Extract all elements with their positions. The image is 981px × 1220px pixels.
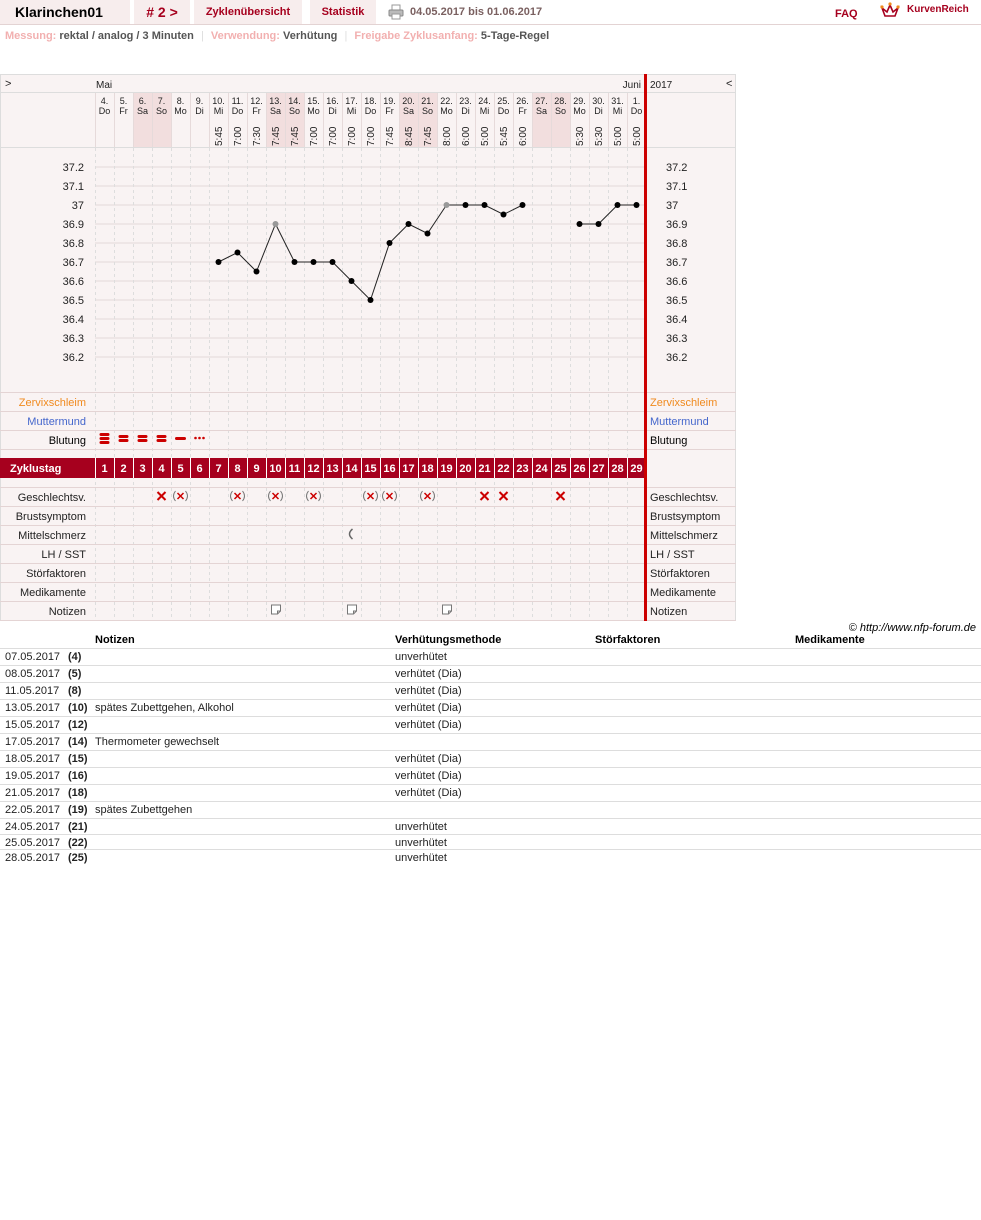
note-icon: [272, 605, 281, 614]
row-method: verhütet (Dia): [395, 770, 462, 782]
temperature-point: [577, 221, 583, 227]
row-label-left: Notizen: [48, 606, 86, 618]
cycle-day-number: 29: [630, 463, 643, 475]
day-weekday: Mi: [213, 106, 224, 116]
bleeding-mark: [157, 435, 167, 438]
row-method: verhütet (Dia): [395, 719, 462, 731]
day-date: 12.: [250, 96, 263, 106]
cycle-day-number: 21: [478, 463, 491, 475]
row-date: 21.05.2017: [5, 787, 61, 799]
username: Klarinchen01: [0, 0, 130, 24]
printer-icon[interactable]: [388, 4, 404, 20]
table-row: [0, 733, 981, 751]
row-label-right: Blutung: [650, 435, 688, 447]
faq-link[interactable]: FAQ: [835, 8, 858, 20]
row-method: unverhütet: [395, 837, 447, 849]
row-label-left: Störfaktoren: [26, 568, 86, 580]
measure-time: 5:00: [613, 126, 624, 146]
table-row: [0, 784, 981, 802]
day-date: 22.: [440, 96, 453, 106]
temperature-point: [425, 231, 431, 237]
cycle-day-number: 24: [535, 463, 548, 475]
y-tick-label-left: 36.7: [62, 257, 84, 269]
row-cycle-day: (19): [68, 804, 88, 816]
release-label: Freigabe Zyklusanfang:: [354, 30, 478, 42]
measure-time: 7:45: [290, 126, 301, 146]
row-label-right: Mittelschmerz: [650, 530, 718, 542]
day-weekday: Mo: [174, 106, 187, 116]
row-date: 18.05.2017: [5, 753, 61, 765]
measure-label: Messung:: [5, 30, 57, 42]
cycle-day-number: 22: [497, 463, 510, 475]
cycle-day-number: 7: [215, 463, 222, 475]
measure-time: 6:00: [518, 126, 529, 146]
bleeding-mark: [138, 435, 148, 438]
measure-time: 5:30: [594, 126, 605, 146]
y-tick-label-right: 36.6: [666, 276, 688, 288]
temperature-point: [615, 202, 621, 208]
cycle-day-number: 13: [326, 463, 339, 475]
day-date: 8.: [176, 96, 185, 106]
day-date: 7.: [157, 96, 166, 106]
measure-time: 5:00: [632, 126, 643, 146]
table-row: [0, 849, 981, 865]
day-weekday: Mi: [479, 106, 490, 116]
cycle-day-number: 23: [516, 463, 529, 475]
day-date: 23.: [459, 96, 472, 106]
notes-column-header: Notizen: [95, 634, 135, 646]
day-date: 5.: [119, 96, 128, 106]
cycle-day-bar: [0, 458, 645, 478]
row-cycle-day: (18): [68, 787, 88, 799]
row-method: verhütet (Dia): [395, 787, 462, 799]
row-date: 17.05.2017: [5, 736, 61, 748]
table-row: [0, 665, 981, 683]
temperature-point: [444, 202, 450, 208]
measure-time: 5:45: [214, 126, 225, 146]
row-date: 15.05.2017: [5, 719, 61, 731]
table-row: [0, 750, 981, 768]
row-label-left: LH / SST: [41, 549, 86, 561]
day-weekday: So: [421, 106, 434, 116]
y-tick-label-right: 36.9: [666, 219, 688, 231]
row-cycle-day: (8): [68, 685, 82, 697]
y-tick-label-left: 37.1: [62, 181, 84, 193]
table-row: [0, 716, 981, 734]
day-date: 26.: [516, 96, 529, 106]
table-row: [0, 834, 981, 850]
month-label-end: Juni: [622, 80, 641, 91]
y-tick-label-right: 36.2: [666, 352, 688, 364]
cycle-day-number: 14: [345, 463, 358, 475]
release-value: 5-Tage-Regel: [480, 30, 550, 42]
cycle-day-number: 16: [383, 463, 396, 475]
year-label: 2017: [650, 80, 673, 91]
chart-background: [1, 75, 736, 621]
cycle-day-number: 27: [592, 463, 605, 475]
y-tick-label-left: 36.3: [62, 333, 84, 345]
prev-cycle-arrow[interactable]: >: [5, 78, 12, 90]
cycle-day-number: 3: [139, 463, 146, 475]
row-label-left: Zervixschleim: [18, 397, 86, 409]
measure-time: 5:30: [575, 126, 586, 146]
cycle-day-number: 26: [573, 463, 586, 475]
notes-column-header: Störfaktoren: [595, 634, 661, 646]
day-date: 15.: [307, 96, 320, 106]
day-date: 21.: [421, 96, 434, 106]
bleeding-mark: [175, 437, 186, 440]
row-cycle-day: (22): [68, 837, 88, 849]
cycle-day-number: 9: [253, 463, 260, 475]
day-weekday: Mo: [573, 106, 586, 116]
temperature-point: [216, 259, 222, 265]
cycle-day-number: 20: [459, 463, 472, 475]
y-tick-label-right: 36.8: [666, 238, 688, 250]
cycle-day-number: 10: [269, 463, 282, 475]
day-weekday: Do: [231, 106, 244, 116]
cycle-day-number: 19: [440, 463, 453, 475]
day-date: 1.: [632, 96, 641, 106]
day-weekday: Do: [98, 106, 111, 116]
day-date: 10.: [212, 96, 225, 106]
day-weekday: Mo: [307, 106, 320, 116]
day-date: 4.: [100, 96, 109, 106]
temperature-point: [501, 212, 507, 218]
day-weekday: Sa: [402, 106, 415, 116]
crown-logo-icon[interactable]: [880, 2, 900, 20]
cycle-day-number: 2: [120, 463, 127, 475]
day-weekday: Fr: [119, 106, 128, 116]
measure-time: 7:00: [366, 126, 377, 146]
row-note: Thermometer gewechselt: [95, 736, 220, 748]
y-tick-label-left: 36.5: [62, 295, 84, 307]
cycle-day-label: Zyklustag: [10, 463, 62, 475]
day-date: 28.: [554, 96, 567, 106]
temperature-point: [387, 240, 393, 246]
row-label-left: Blutung: [48, 435, 86, 447]
day-date: 14.: [288, 96, 301, 106]
day-weekday: Sa: [535, 106, 548, 116]
row-label-right: Notizen: [650, 606, 688, 618]
bleeding-mark: [138, 439, 148, 442]
cycle-day-number: 15: [364, 463, 377, 475]
day-date: 18.: [364, 96, 377, 106]
row-method: verhütet (Dia): [395, 702, 462, 714]
bleeding-mark: [100, 437, 110, 440]
row-label-right: Störfaktoren: [650, 568, 710, 580]
notes-column-header: Medikamente: [795, 634, 865, 646]
cycle-day-number: 6: [196, 463, 203, 475]
bleeding-mark: [119, 435, 129, 438]
y-tick-label-right: 37: [666, 200, 679, 212]
row-cycle-day: (15): [68, 753, 88, 765]
table-row: [0, 699, 981, 717]
notes-column-header: Verhütungsmethode: [395, 634, 502, 646]
row-label-left: Brustsymptom: [15, 511, 86, 523]
next-cycle-arrow[interactable]: <: [726, 78, 733, 90]
measure-time: 7:30: [252, 126, 263, 146]
bleeding-mark: [194, 437, 197, 440]
day-weekday: Mi: [612, 106, 623, 116]
row-cycle-day: (12): [68, 719, 88, 731]
row-label-left: Muttermund: [27, 416, 86, 428]
y-tick-label-right: 36.4: [666, 314, 688, 326]
row-label-right: Zervixschleim: [650, 397, 718, 409]
temperature-point: [368, 297, 374, 303]
measure-time: 8:00: [442, 126, 453, 146]
note-icon: [348, 605, 357, 614]
y-tick-label-left: 36.2: [62, 352, 84, 364]
measure-time: 7:45: [423, 126, 434, 146]
row-method: verhütet (Dia): [395, 685, 462, 697]
cycle-day-number: 25: [554, 463, 567, 475]
row-label-right: Brustsymptom: [650, 511, 721, 523]
table-row: [0, 767, 981, 785]
row-date: 22.05.2017: [5, 804, 61, 816]
day-date: 24.: [478, 96, 491, 106]
measure-time: 7:45: [271, 126, 282, 146]
day-weekday: So: [288, 106, 301, 116]
day-date: 11.: [231, 96, 244, 106]
row-date: 19.05.2017: [5, 770, 61, 782]
measure-time: 5:00: [480, 126, 491, 146]
bleeding-mark: [202, 437, 205, 440]
current-day-line: [644, 74, 647, 621]
bleeding-mark: [194, 437, 205, 440]
bleeding-mark: [119, 439, 129, 442]
temperature-point: [520, 202, 526, 208]
y-tick-label-right: 36.3: [666, 333, 688, 345]
row-label-right: LH / SST: [650, 549, 695, 561]
temperature-point: [235, 250, 241, 256]
day-date: 27.: [535, 96, 548, 106]
day-date: 13.: [269, 96, 282, 106]
row-date: 13.05.2017: [5, 702, 61, 714]
temperature-point: [273, 221, 279, 227]
table-row: [0, 682, 981, 700]
row-cycle-day: (21): [68, 821, 88, 833]
top-bar: [0, 0, 981, 25]
row-date: 28.05.2017: [5, 852, 61, 864]
day-date: 19.: [383, 96, 396, 106]
row-method: verhütet (Dia): [395, 753, 462, 765]
y-tick-label-right: 37.1: [666, 181, 688, 193]
row-label-right: Muttermund: [650, 416, 709, 428]
row-method: unverhütet: [395, 821, 447, 833]
cycle-day-number: 8: [234, 463, 241, 475]
measure-time: 8:45: [404, 126, 415, 146]
temperature-point: [463, 202, 469, 208]
row-date: 08.05.2017: [5, 668, 61, 680]
day-weekday: Di: [328, 106, 337, 116]
temperature-point: [292, 259, 298, 265]
temperature-point: [596, 221, 602, 227]
bleeding-mark: [100, 433, 110, 436]
day-weekday: Di: [594, 106, 603, 116]
day-weekday: Fr: [385, 106, 394, 116]
statistics-link[interactable]: Statistik: [310, 0, 376, 24]
row-note: spätes Zubettgehen: [95, 804, 193, 816]
row-method: verhütet (Dia): [395, 668, 462, 680]
row-date: 11.05.2017: [5, 685, 60, 697]
day-weekday: Do: [630, 106, 643, 116]
day-date: 29.: [573, 96, 586, 106]
row-note: spätes Zubettgehen, Alkohol: [95, 702, 234, 714]
brand-name[interactable]: KurvenReich: [907, 4, 969, 15]
day-weekday: Mi: [346, 106, 357, 116]
copyright: © http://www.nfp-forum.de: [848, 622, 976, 634]
bleeding-mark: [198, 437, 201, 440]
day-weekday: Di: [195, 106, 204, 116]
note-icon: [443, 605, 452, 614]
day-date: 20.: [402, 96, 415, 106]
y-tick-label-left: 37: [71, 200, 84, 212]
day-date: 30.: [592, 96, 605, 106]
y-tick-label-left: 36.4: [62, 314, 84, 326]
day-weekday: Sa: [136, 106, 149, 116]
cycle-day-number: 12: [307, 463, 320, 475]
cycle-day-number: 17: [402, 463, 415, 475]
measure-time: 7:00: [328, 126, 339, 146]
measure-value: rektal / analog / 3 Minuten: [59, 30, 194, 42]
y-tick-label-right: 36.7: [666, 257, 688, 269]
measure-time: 5:45: [499, 126, 510, 146]
day-date: 25.: [497, 96, 510, 106]
usage-value: Verhütung: [283, 30, 338, 42]
temperature-point: [406, 221, 412, 227]
temperature-point: [254, 269, 260, 275]
row-cycle-day: (25): [68, 852, 88, 864]
day-weekday: Do: [497, 106, 510, 116]
bleeding-mark: [100, 433, 110, 444]
usage-label: Verwendung:: [210, 30, 280, 42]
temperature-point: [634, 202, 640, 208]
temperature-point: [349, 278, 355, 284]
measure-time: 7:00: [309, 126, 320, 146]
day-weekday: Fr: [252, 106, 261, 116]
cycle-day-number: 18: [421, 463, 434, 475]
row-date: 25.05.2017: [5, 837, 61, 849]
day-date: 6.: [138, 96, 147, 106]
day-weekday: So: [554, 106, 567, 116]
cycle-day-number: 28: [611, 463, 624, 475]
y-tick-label-left: 36.8: [62, 238, 84, 250]
cycle-day-number: 11: [288, 463, 301, 475]
y-tick-label-left: 37.2: [62, 162, 84, 174]
temperature-point: [330, 259, 336, 265]
cycle-day-number: 4: [158, 463, 165, 475]
day-weekday: So: [155, 106, 168, 116]
row-cycle-day: (16): [68, 770, 88, 782]
y-tick-label-right: 36.5: [666, 295, 688, 307]
day-weekday: Mo: [440, 106, 453, 116]
row-cycle-day: (14): [68, 736, 88, 748]
day-date: 16.: [326, 96, 339, 106]
cycle-day-number: 1: [101, 463, 108, 475]
row-method: unverhütet: [395, 852, 447, 864]
temperature-point: [311, 259, 317, 265]
measure-time: 7:00: [347, 126, 358, 146]
day-weekday: Fr: [518, 106, 527, 116]
row-cycle-day: (5): [68, 668, 82, 680]
date-range: 04.05.2017 bis 01.06.2017: [410, 6, 543, 18]
day-weekday: Sa: [269, 106, 282, 116]
cycle-nav-button[interactable]: # 2 >: [134, 0, 190, 24]
day-date: 9.: [195, 96, 204, 106]
day-weekday: Do: [364, 106, 377, 116]
bleeding-mark: [175, 437, 186, 440]
row-method: unverhütet: [395, 651, 447, 663]
row-label-right: Geschlechtsv.: [650, 492, 719, 504]
y-tick-label-right: 37.2: [666, 162, 688, 174]
row-cycle-day: (10): [68, 702, 88, 714]
y-tick-label-left: 36.9: [62, 219, 84, 231]
bleeding-mark: [157, 439, 167, 442]
month-label-start: Mai: [96, 80, 113, 91]
row-label-right: Medikamente: [650, 587, 717, 599]
row-label-left: Mittelschmerz: [18, 530, 86, 542]
measure-time: 7:00: [233, 126, 244, 146]
bleeding-mark: [100, 441, 110, 444]
table-row: [0, 818, 981, 835]
row-date: 24.05.2017: [5, 821, 61, 833]
row-label-left: Geschlechtsv.: [17, 492, 86, 504]
row-date: 07.05.2017: [5, 651, 61, 663]
y-tick-label-left: 36.6: [62, 276, 84, 288]
measure-time: 6:00: [461, 126, 472, 146]
cycle-overview-link[interactable]: Zyklenübersicht: [194, 0, 302, 24]
temperature-point: [482, 202, 488, 208]
day-weekday: Di: [461, 106, 470, 116]
cycle-day-number: 5: [177, 463, 184, 475]
row-label-left: Medikamente: [19, 587, 86, 599]
row-cycle-day: (4): [68, 651, 82, 663]
day-date: 17.: [345, 96, 358, 106]
measurement-info: Messung: rektal / analog / 3 Minuten | Verwendung: Verhütung | Freigabe Zyklusanfang: 5-Tage-Regel: [5, 30, 550, 42]
day-date: 31.: [611, 96, 624, 106]
table-row: [0, 648, 981, 666]
cycle-chart: [0, 74, 740, 622]
table-row: [0, 801, 981, 819]
measure-time: 7:45: [385, 126, 396, 146]
